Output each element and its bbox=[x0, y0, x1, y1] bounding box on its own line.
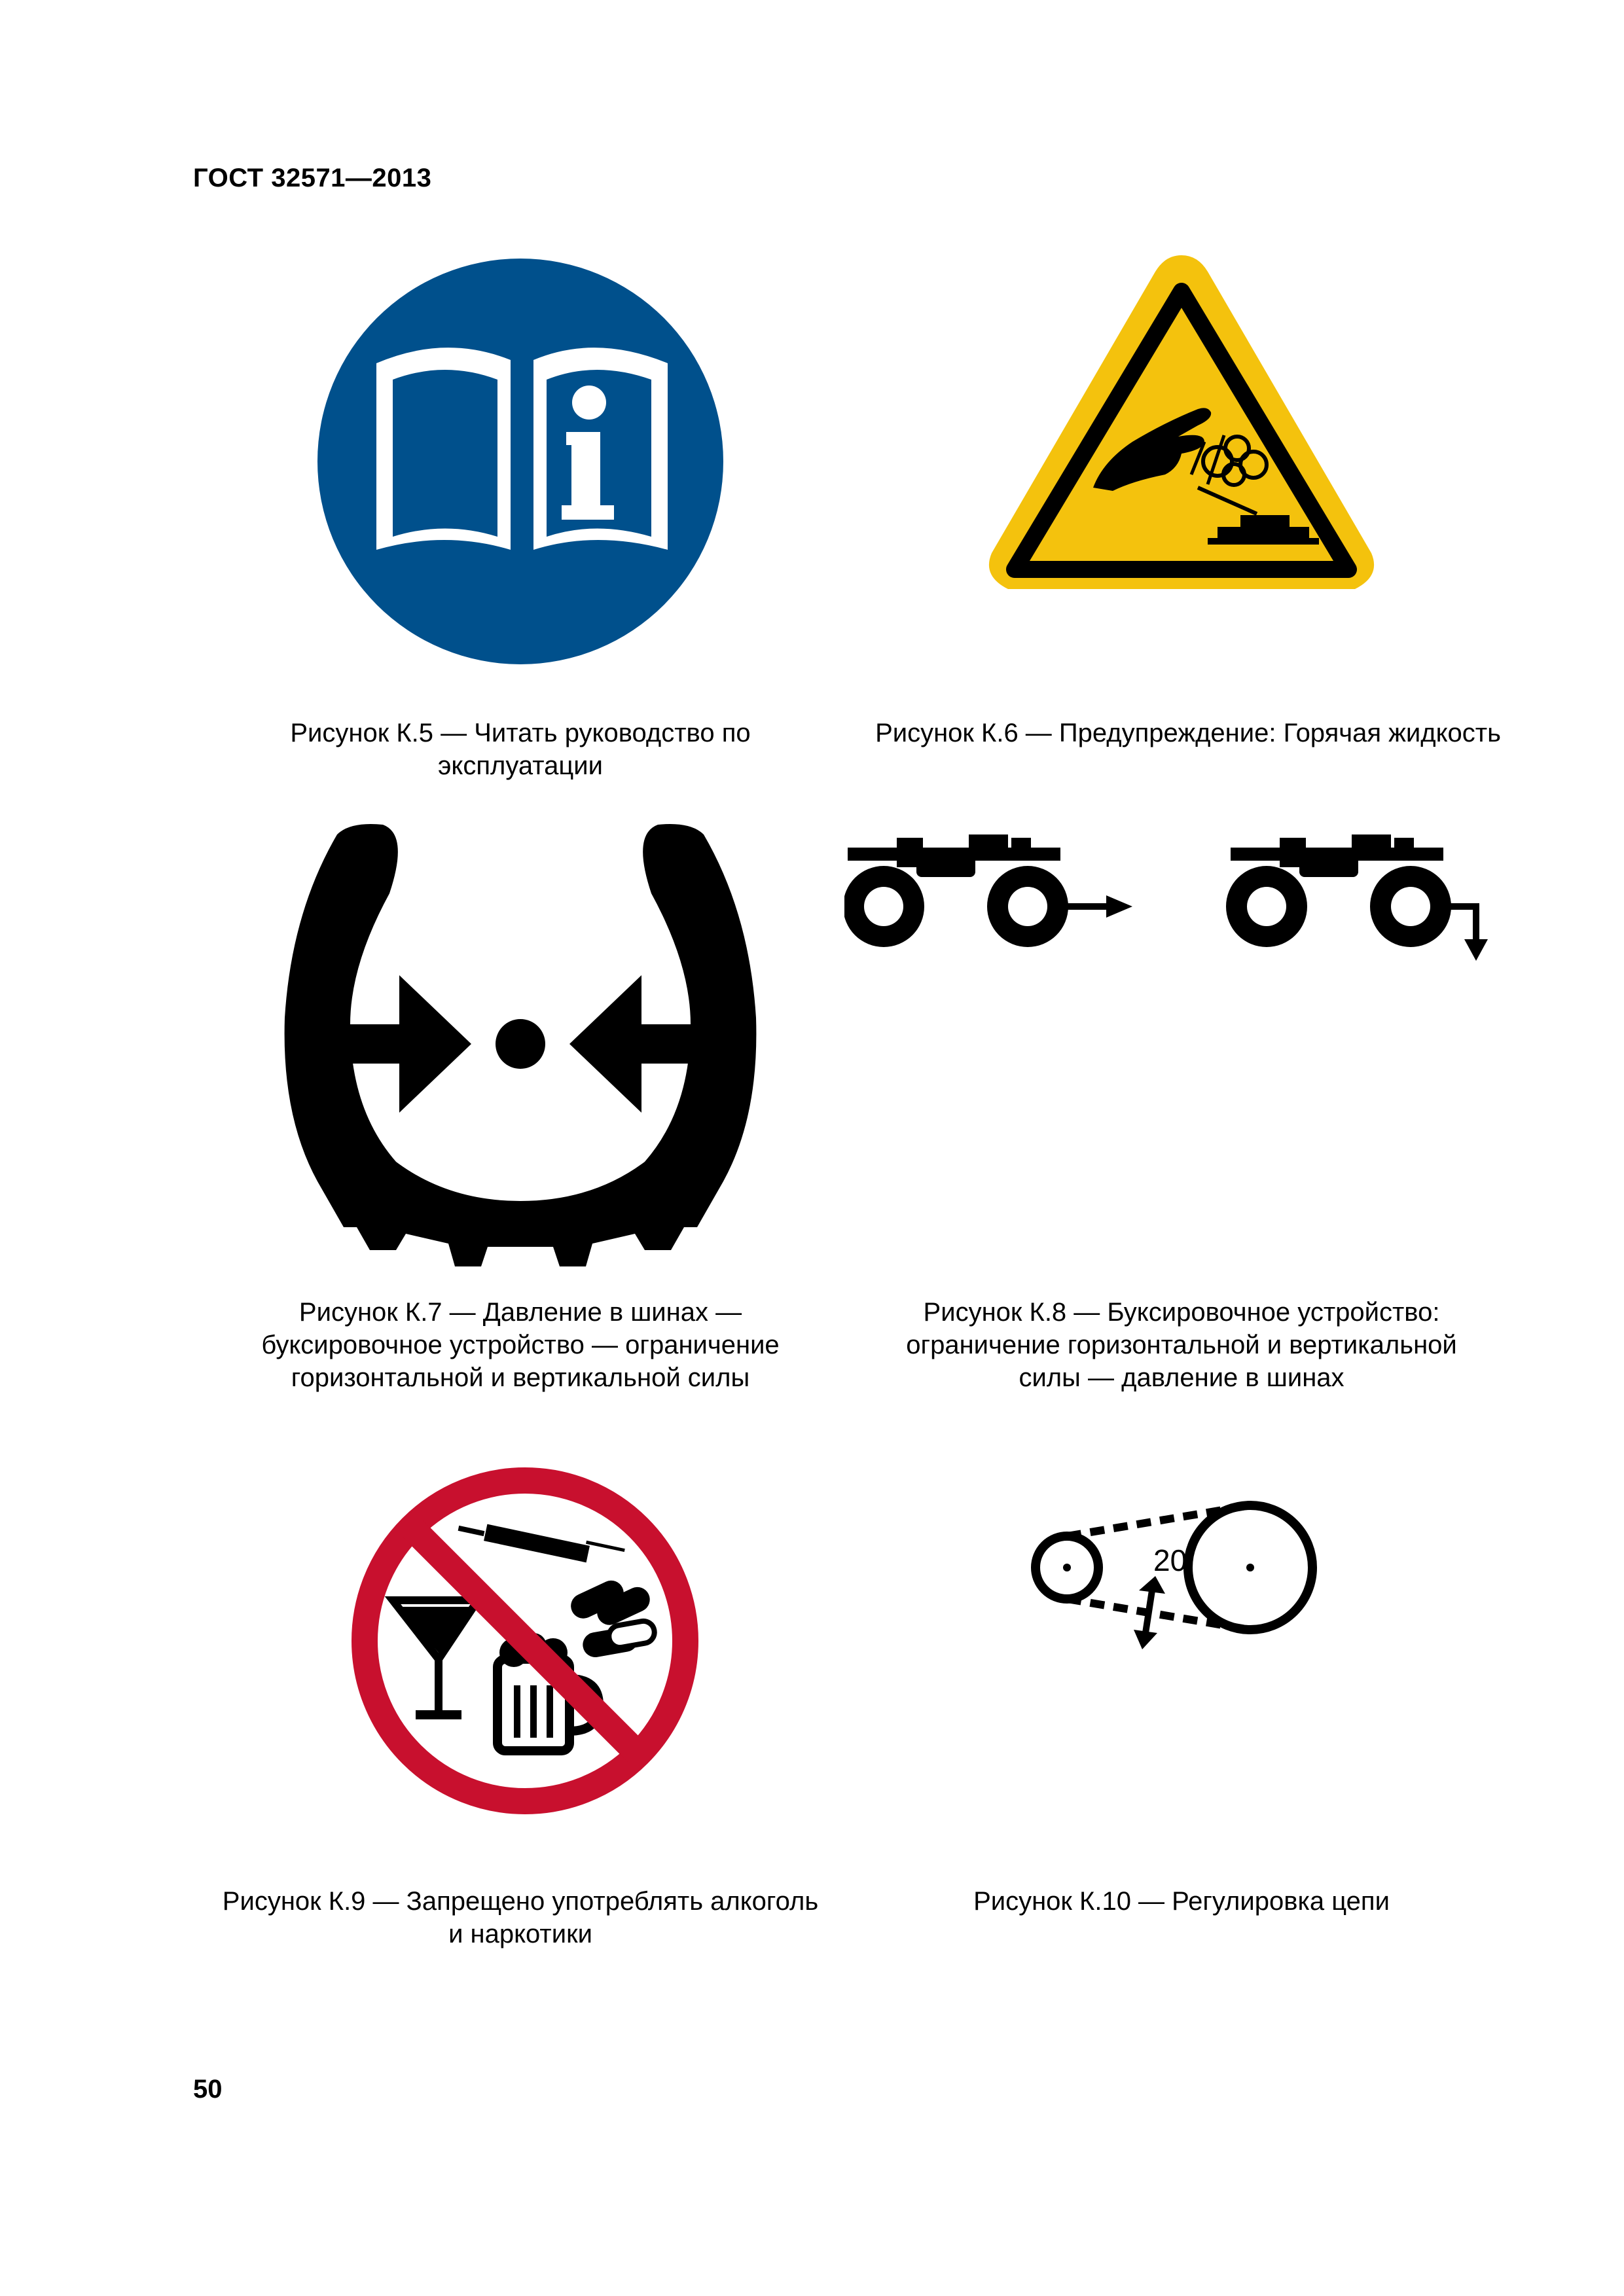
figure-caption-k10: Рисунок К.10 — Регулировка цепи bbox=[973, 1887, 1390, 1916]
page-number: 50 bbox=[193, 2075, 223, 2104]
chain-slack-label: 20 bbox=[1153, 1543, 1187, 1577]
figure-caption-k5: Рисунок К.5 — Читать руководство по эксплуатации bbox=[290, 719, 751, 780]
figure-caption-k9: Рисунок К.9 — Запрещено употреблять алкоголь и наркотики bbox=[222, 1887, 819, 1948]
atv-towing-force-icon bbox=[844, 812, 1519, 962]
figure-caption-k8: Рисунок К.8 — Буксировочное устройство: ограничение горизонтальной и вертикальной силы — давление в шинах bbox=[906, 1298, 1457, 1392]
figure-caption-k7: Рисунок К.7 — Давление в шинах — буксировочное устройство — ограничение горизонтальной и вертикальной силы bbox=[261, 1298, 780, 1392]
document-header: ГОСТ 32571—2013 bbox=[193, 164, 432, 192]
hot-liquid-warning-icon bbox=[982, 245, 1381, 602]
no-alcohol-drugs-icon bbox=[347, 1463, 704, 1820]
tire-pressure-icon bbox=[278, 808, 763, 1273]
chain-adjustment-icon bbox=[1028, 1492, 1335, 1656]
figure-caption-k6: Рисунок К.6 — Предупреждение: Горячая жидкость bbox=[875, 719, 1501, 747]
read-manual-icon bbox=[314, 255, 727, 668]
